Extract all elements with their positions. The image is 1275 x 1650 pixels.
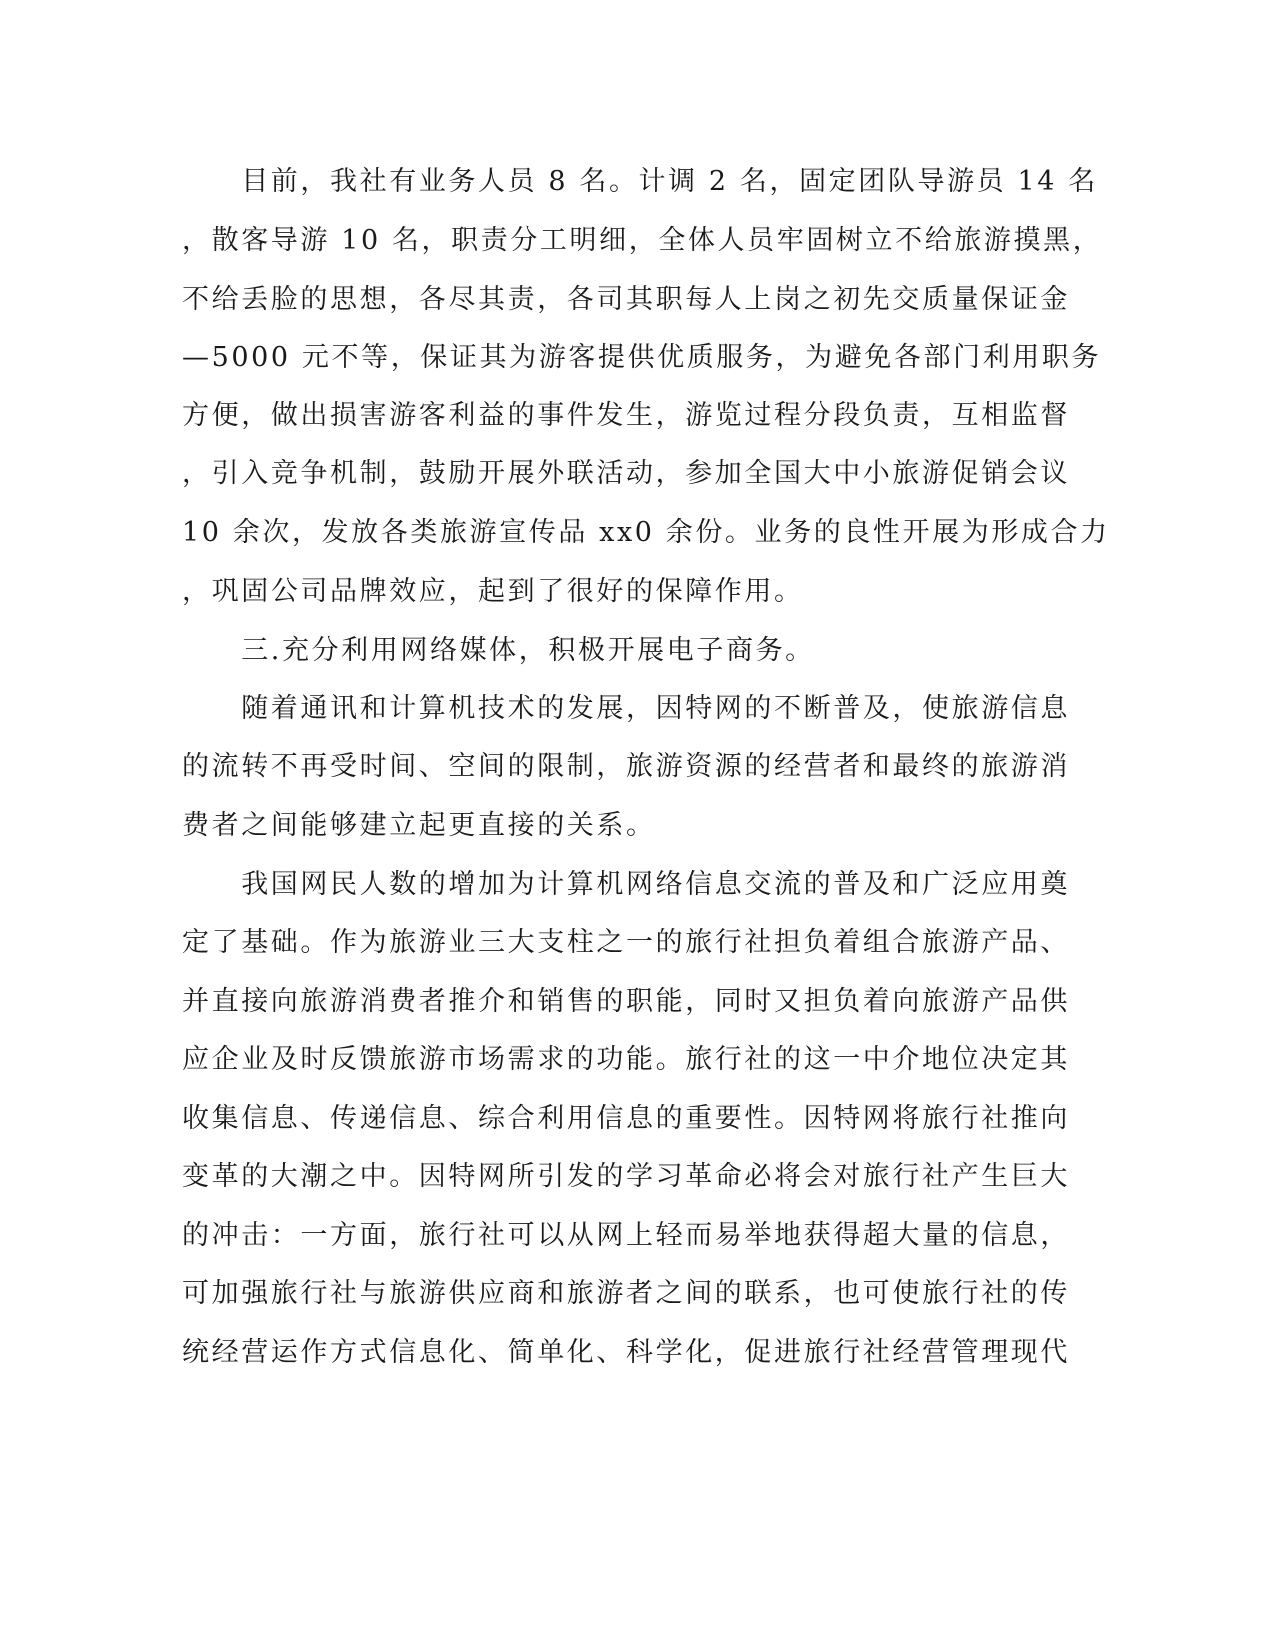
text-line: 应企业及时反馈旅游市场需求的功能。旅行社的这一中介地位决定其: [182, 1044, 1070, 1075]
text-line: ，巩固公司品牌效应，起到了很好的保障作用。: [182, 576, 804, 607]
text-line: 随着通讯和计算机技术的发展，因特网的不断普及，使旅游信息: [182, 693, 1070, 724]
text-line: 的流转不再受时间、空间的限制，旅游资源的经营者和最终的旅游消: [182, 751, 1070, 782]
text-line: ，引入竞争机制，鼓励开展外联活动，参加全国大中小旅游促销会议: [182, 458, 1070, 489]
text-line: 我国网民人数的增加为计算机网络信息交流的普及和广泛应用奠: [182, 869, 1070, 900]
text-line: ，散客导游 10 名，职责分工明细，全体人员牢固树立不给旅游摸黑，: [182, 225, 1103, 256]
section-heading: 三.充分利用网络媒体，积极开展电子商务。: [182, 635, 815, 666]
text-line: 变革的大潮之中。因特网所引发的学习革命必将会对旅行社产生巨大: [182, 1161, 1070, 1192]
text-line: 不给丢脸的思想，各尽其责，各司其职每人上岗之初先交质量保证金: [182, 284, 1070, 315]
text-line: 并直接向旅游消费者推介和销售的职能，同时又担负着向旅游产品供: [182, 986, 1070, 1017]
text-line: 方便，做出损害游客利益的事件发生，游览过程分段负责，互相监督: [182, 400, 1070, 431]
text-line: 费者之间能够建立起更直接的关系。: [182, 810, 656, 841]
text-line: 统经营运作方式信息化、简单化、科学化，促进旅行社经营管理现代: [182, 1337, 1070, 1368]
text-line: 目前，我社有业务人员 8 名。计调 2 名，固定团队导游员 14 名: [182, 166, 1098, 197]
text-line: —5000 元不等，保证其为游客提供优质服务，为避免各部门利用职务: [182, 342, 1102, 373]
text-line: 10 余次，发放各类旅游宣传品 xx0 余份。业务的良性开展为形成合力: [182, 517, 1110, 548]
text-line: 定了基础。作为旅游业三大支柱之一的旅行社担负着组合旅游产品、: [182, 927, 1070, 958]
text-line: 收集信息、传递信息、综合利用信息的重要性。因特网将旅行社推向: [182, 1103, 1070, 1134]
text-line: 可加强旅行社与旅游供应商和旅游者之间的联系，也可使旅行社的传: [182, 1278, 1070, 1309]
text-line: 的冲击：一方面，旅行社可以从网上轻而易举地获得超大量的信息，: [182, 1220, 1070, 1251]
